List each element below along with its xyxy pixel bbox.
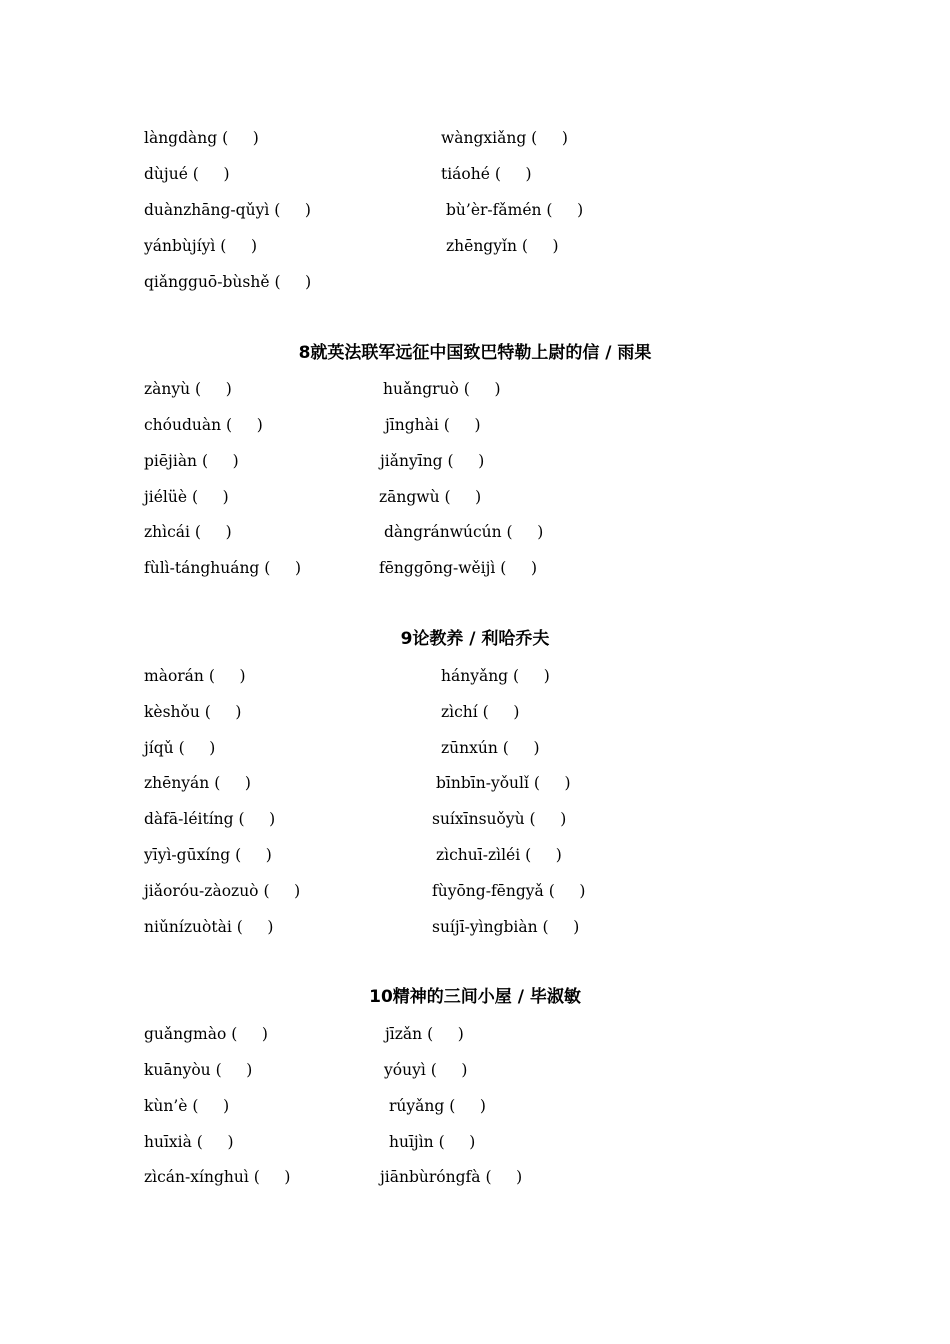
- pinyin-item: huīxià ( ): [144, 1133, 234, 1151]
- pinyin-item: zāngwù ( ): [379, 488, 482, 506]
- pinyin-item: zìchuī-zìléi ( ): [436, 846, 562, 864]
- pinyin-item: jiǎoróu-zàozuò ( ): [144, 882, 301, 900]
- section-title: 8就英法联军远征中国致巴特勒上尉的信 / 雨果: [298, 343, 652, 363]
- pinyin-item: suíjī-yìngbiàn ( ): [432, 918, 580, 936]
- pinyin-item: jīzǎn ( ): [385, 1025, 464, 1043]
- pinyin-item: jīnghài ( ): [385, 416, 481, 434]
- pinyin-item: làngdàng ( ): [144, 129, 259, 147]
- pinyin-item: bù’èr-fǎmén ( ): [446, 201, 584, 219]
- pinyin-item: dàfā-léitíng ( ): [144, 810, 276, 828]
- pinyin-item: kuānyòu ( ): [144, 1061, 253, 1079]
- pinyin-item: chóuduàn ( ): [144, 416, 263, 434]
- pinyin-item: niǔnízuòtài ( ): [144, 918, 274, 936]
- pinyin-item: jíqǔ ( ): [144, 739, 216, 757]
- pinyin-item: rúyǎng ( ): [389, 1097, 486, 1115]
- pinyin-item: qiǎngguō-bùshě ( ): [144, 273, 312, 291]
- pinyin-item: jiǎnyīng ( ): [380, 452, 485, 470]
- pinyin-item: hányǎng ( ): [441, 667, 550, 685]
- pinyin-item: fēnggōng-wěijì ( ): [379, 559, 538, 577]
- pinyin-item: wàngxiǎng ( ): [441, 129, 568, 147]
- pinyin-item: yóuyì ( ): [384, 1061, 468, 1079]
- pinyin-item: bīnbīn-yǒulǐ ( ): [436, 774, 571, 792]
- pinyin-item: duànzhāng-qǔyì ( ): [144, 201, 311, 219]
- pinyin-item: huījìn ( ): [389, 1133, 476, 1151]
- pinyin-item: zìcán-xínghuì ( ): [144, 1168, 291, 1186]
- pinyin-item: kùn’è ( ): [144, 1097, 230, 1115]
- pinyin-item: huǎngruò ( ): [383, 380, 501, 398]
- pinyin-item: suíxīnsuǒyù ( ): [432, 810, 567, 828]
- pinyin-item: zìchí ( ): [441, 703, 520, 721]
- pinyin-item: fùyōng-fēngyǎ ( ): [432, 882, 586, 900]
- pinyin-item: jiélüè ( ): [144, 488, 229, 506]
- pinyin-item: yīyì-gūxíng ( ): [144, 846, 272, 864]
- pinyin-item: dàngránwúcún ( ): [384, 523, 544, 541]
- pinyin-item: zhìcái ( ): [144, 523, 232, 541]
- pinyin-item: zhēngyǐn ( ): [446, 237, 559, 255]
- pinyin-item: màorán ( ): [144, 667, 246, 685]
- pinyin-item: zhēnyán ( ): [144, 774, 251, 792]
- section-title: 10精神的三间小屋 / 毕淑敏: [369, 987, 581, 1007]
- pinyin-item: piējiàn ( ): [144, 452, 239, 470]
- pinyin-item: zūnxún ( ): [441, 739, 540, 757]
- pinyin-item: zànyù ( ): [144, 380, 232, 398]
- pinyin-item: fùlì-tánghuáng ( ): [144, 559, 302, 577]
- section-title: 9论教养 / 利哈乔夫: [400, 629, 550, 649]
- pinyin-item: jiānbùróngfà ( ): [380, 1168, 523, 1186]
- pinyin-item: yánbùjíyì ( ): [144, 237, 258, 255]
- pinyin-item: kèshǒu ( ): [144, 703, 242, 721]
- pinyin-item: tiáohé ( ): [441, 165, 532, 183]
- pinyin-item: guǎngmào ( ): [144, 1025, 268, 1043]
- pinyin-item: dùjué ( ): [144, 165, 230, 183]
